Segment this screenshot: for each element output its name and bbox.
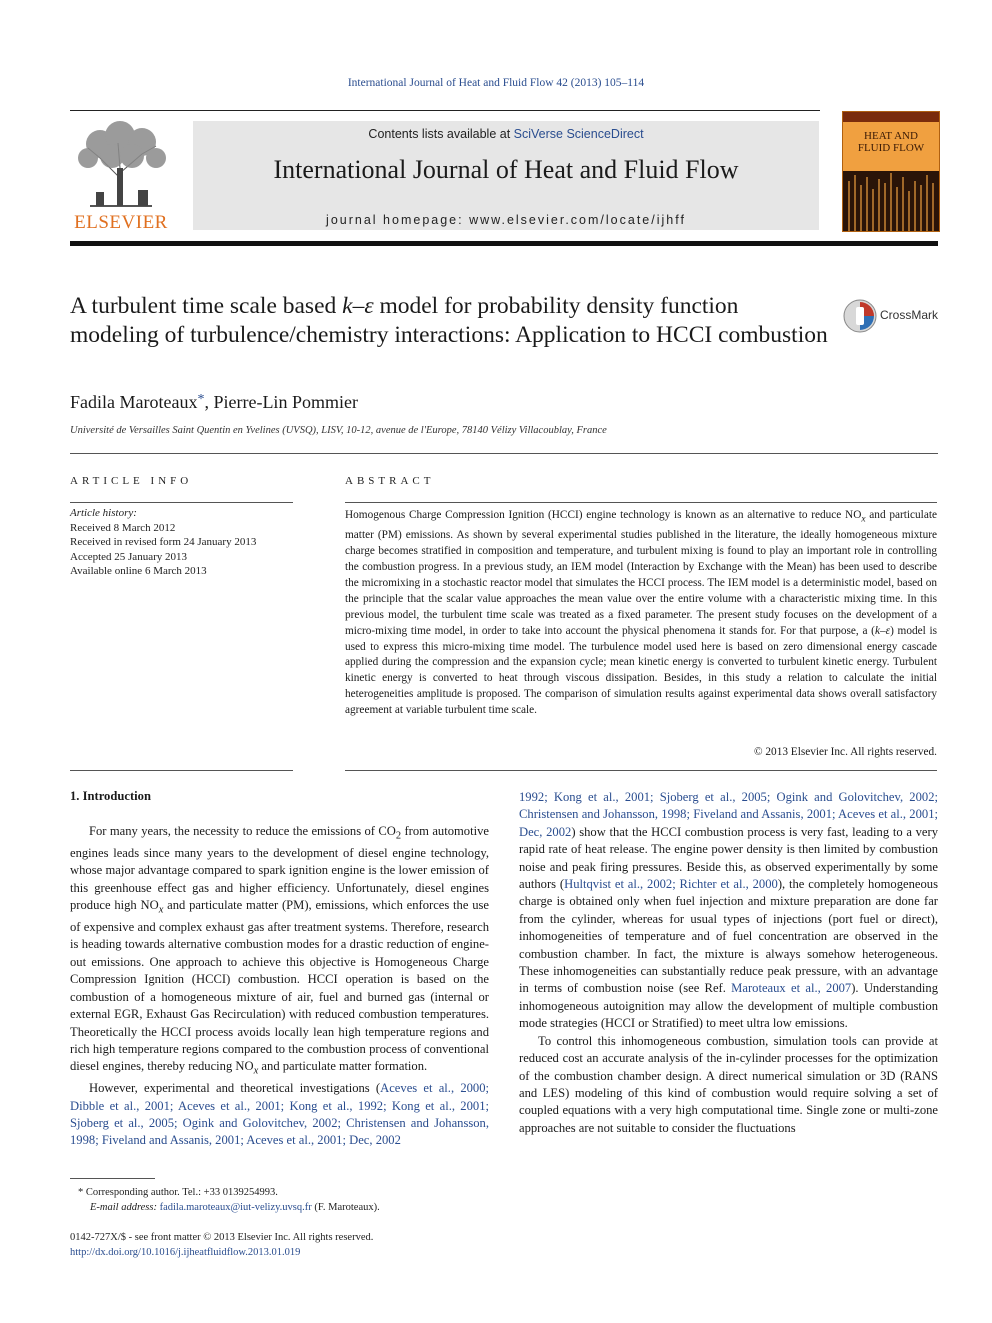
footnote-email [70, 1201, 380, 1216]
cover-art-icon [843, 171, 939, 231]
author-separator: , [204, 392, 214, 412]
footnote-corresponding [70, 1186, 380, 1201]
intro-paragraph-continued [519, 789, 938, 1033]
history-label: Article history: [70, 507, 137, 519]
journal-homepage [193, 213, 819, 227]
text-run: ), the completely homogeneous charge is obtained only when fuel injection and mixture preparation are done far from the cylinder, whereas for usual types of injections (port fuel or direct), inhomogeneities of temperature and of fuel concentration are observed in the combustion chamber. In fact, the mixture is always somehow heterogeneous. These inhomogeneities can substantially reduce peak pressure, with an advantage in terms of combustion noise (see Ref. [519, 877, 939, 996]
abstract-epsilon: ε [885, 624, 891, 637]
right-column-rule [345, 770, 937, 771]
article-info-heading: ARTICLE INFO [70, 475, 193, 487]
section-heading: 1. Introduction [70, 789, 151, 803]
crossmark-badge[interactable] [843, 298, 943, 334]
text-run: ). Understanding inhomogeneous autoignition may allow the development of multiple combustion mode strategies (HCCI or Stratified) to meet ultra low emissions. [519, 981, 938, 1031]
journal-citation[interactable]: International Journal of Heat and Fluid Flow 42 (2013) 105–114 [347, 77, 645, 89]
footnote-rule [70, 1178, 155, 1179]
abstract-s1: Homogenous Charge Compression Ignition (HCCI) engine technology is known as an alternative to reduce NO [345, 509, 862, 521]
text-run: ) show that the HCCI combustion process is very fast, leading to a very rapid rate of heat release. The engine power density is then limited by combustion noise and peak firing pressures. Beside this, as observed experimentally by some authors ( [519, 824, 938, 892]
sciencedirect-link[interactable]: SciVerse ScienceDirect [513, 127, 644, 141]
journal-name: International Journal of Heat and Fluid Flow [273, 155, 739, 184]
intro-paragraph: To control this inhomogeneous combustion, simulation tools can provide at reduced cost an accurate analysis of the in-cylinder processes for the optimization of the combustion chamber design. A direct numerical simulation or 3D (RANS and LES) modeling of this kind of combustion would require solving a set of coupled equations with a very high computational time. Single zone or multi-zone approaches are not suitable to consider the fluctuations [519, 1033, 938, 1135]
affiliation-divider [70, 453, 938, 454]
abstract-rule [345, 502, 937, 503]
cover-title-line2: FLUID FLOW [857, 142, 925, 154]
abstract-nox-sub: x [861, 514, 866, 525]
citation-link[interactable]: Aceves et al., 2000; Dibble et al., 2001; Aceves et al., 2001; Kong et al., 1992; Kong et al., 2001; Sjoberg et al., 2005; Ogink and Golovitchev, 2002; Christensen and Johansson, 1998; Fiveland and Assanis, 2001; Aceves et al., 2001; Dec, 2002 [70, 1081, 490, 1148]
header-thick-rule [70, 241, 938, 246]
citation-link[interactable]: Maroteaux et al., 2007 [731, 981, 852, 996]
title-part2: model for probability density function modeling of turbulence/chemistry interactions: Application to HCCI combustion [70, 293, 828, 348]
text-run: from automotive engines leads since many years to the development of diesel engine technology, whose major advantage compared to spark ignition engine is the lower emission of this greenhouse effect gas and higher efficiency. Unfortunately, diesel engines produce high NO [70, 824, 489, 913]
footnote-mark: * [78, 1187, 84, 1198]
title-part1: A turbulent time scale based [70, 293, 343, 319]
intro-right-column [519, 789, 938, 1210]
contents-prefix: Contents lists available at [368, 127, 514, 141]
header-divider [70, 110, 820, 111]
email-link[interactable]: fadila.maroteaux@iut-velizy.uvsq.fr [159, 1201, 312, 1213]
elsevier-logo[interactable] [70, 118, 172, 234]
author-name[interactable]: Fadila Maroteaux [70, 392, 198, 412]
crossmark-icon [843, 298, 877, 334]
history-online: Available online 6 March 2013 [70, 565, 207, 577]
text-run: However, experimental and theoretical investigations ( [89, 1081, 381, 1096]
author-list [70, 392, 358, 413]
cover-band [843, 112, 939, 122]
abstract-k: k [874, 624, 880, 637]
footnote [70, 1186, 380, 1215]
email-owner: (F. Maroteaux). [311, 1201, 380, 1213]
history-received: Received 8 March 2012 [70, 521, 176, 534]
journal-banner [193, 121, 819, 230]
history-revised: Received in revised form 24 January 2013 [70, 536, 257, 548]
homepage-prefix: journal homepage: [326, 213, 470, 227]
article-history [70, 506, 256, 579]
article-title [70, 292, 830, 350]
journal-cover[interactable] [842, 111, 940, 232]
abstract-text [345, 508, 937, 719]
article-info-rule [70, 502, 293, 503]
citation-link-continued[interactable]: 1992; Kong et al., 2001; Sjoberg et al., 2005; Ogink and Golovitchev, 2002; Christensen and Johansson, 1998; Fiveland and Assanis, 2001; Aceves et al., 2001; Dec, 2002 [519, 790, 938, 839]
elsevier-tree-icon [70, 118, 172, 210]
abstract-dash: – [879, 624, 886, 637]
footnote-text: Corresponding author. Tel.: +33 0139254993. [83, 1187, 278, 1198]
email-label: E-mail address: [90, 1201, 160, 1213]
text-run: and particulate matter (PM), emissions, which enforces the use of expensive and complex exhaust gas after treatment systems. Therefore, research is heading towards alternative combustion modes for a drastic reduction of engine-out emissions. One approach to achieve this objective is Homogeneous Charge Compression Ignition (HCCI) combustion. HCCI operation is based on the combustion of a homogeneous mixture of air, fuel and burned gas (internal or external EGR, Exhaust Gas Recirculation) with reduced combustion temperatures. Theoretically the HCCI process avoids locally lean high temperature regions and rich high temperature regions compared to the combustion process of conventional diesel engines, thereby reducing NO [70, 898, 490, 1074]
homepage-link[interactable]: www.elsevier.com/locate/ijhff [469, 213, 686, 227]
issn-line: 0142-727X/$ - see front matter © 2013 Elsevier Inc. All rights reserved. [70, 1232, 374, 1243]
contents-line [193, 127, 819, 141]
intro-left-column [70, 823, 490, 1148]
title-k: k [342, 293, 353, 319]
left-column-rule [70, 770, 293, 771]
cover-title [843, 130, 939, 154]
title-epsilon: ε [364, 293, 374, 319]
crossmark-label: CrossMark [880, 308, 939, 322]
abstract-s2: and particulate matter (PM) emissions. As shown by several experimental studies published in the literature, the ideally homogeneous mixture charge becomes stratified in composition and temperature, and turbulent mixing is found to play an important role in controlling the combustion progress. In a previous study, an IEM model (Interaction by Exchange with the Mean) has been used to describe the micromixing in a stochastic reactor model that simulates the HCCI process. The IEM model is a deterministic model, based on the principle that the scalar value approaches the mean value over the entire volume with a characteristic mixing time. In this previous model, the turbulent time scale was treated as a fixed parameter. The present study focuses on the development of a micro-mixing time model, in order to take into account the physical phenomena it stands for. For that purpose, a ( [345, 509, 937, 637]
cover-title-line1: HEAT AND [864, 130, 918, 142]
corresponding-author-mark[interactable]: * [197, 392, 205, 407]
abstract-s3: ) model is used to express this micro-mixing time model. The turbulence model used here is based on zero dimensional energy cascade applied during the compression and the expansion cycle; mean kinetic energy is converted to turbulent kinetic energy. Turbulent kinetic energy is converted to heat through viscous dissipation. Besides, in this study a relation to calculate the initial heterogeneities amplitude is proposed. The comparison of simulation results against experimental data shows overall satisfactory agreement at variable turbulent time scale. [345, 624, 937, 717]
page-footer [70, 1231, 373, 1260]
elsevier-wordmark: ELSEVIER [74, 212, 168, 233]
history-accepted: Accepted 25 January 2013 [70, 550, 187, 563]
abstract-copyright: © 2013 Elsevier Inc. All rights reserved. [753, 746, 937, 758]
nox-sub: x [158, 904, 164, 916]
citation-link[interactable]: Hultqvist et al., 2002; Richter et al., 2000 [564, 877, 778, 892]
co2-sub: 2 [395, 830, 402, 842]
intro-paragraph [70, 823, 489, 1080]
doi-link[interactable]: http://dx.doi.org/10.1016/j.ijheatfluidflow.2013.01.019 [70, 1246, 301, 1258]
affiliation: Université de Versailles Saint Quentin en Yvelines (UVSQ), LISV, 10-12, avenue de l'Europe, 78140 Vélizy Villacoublay, France [70, 425, 607, 436]
author-name[interactable]: Pierre-Lin Pommier [213, 392, 358, 412]
nox-sub: x [253, 1065, 259, 1077]
abstract-heading: ABSTRACT [345, 475, 435, 487]
title-dash: – [352, 293, 365, 319]
text-run: and particulate matter formation. [258, 1059, 428, 1074]
text-run: For many years, the necessity to reduce the emissions of CO [89, 824, 396, 838]
intro-paragraph [70, 1080, 490, 1148]
